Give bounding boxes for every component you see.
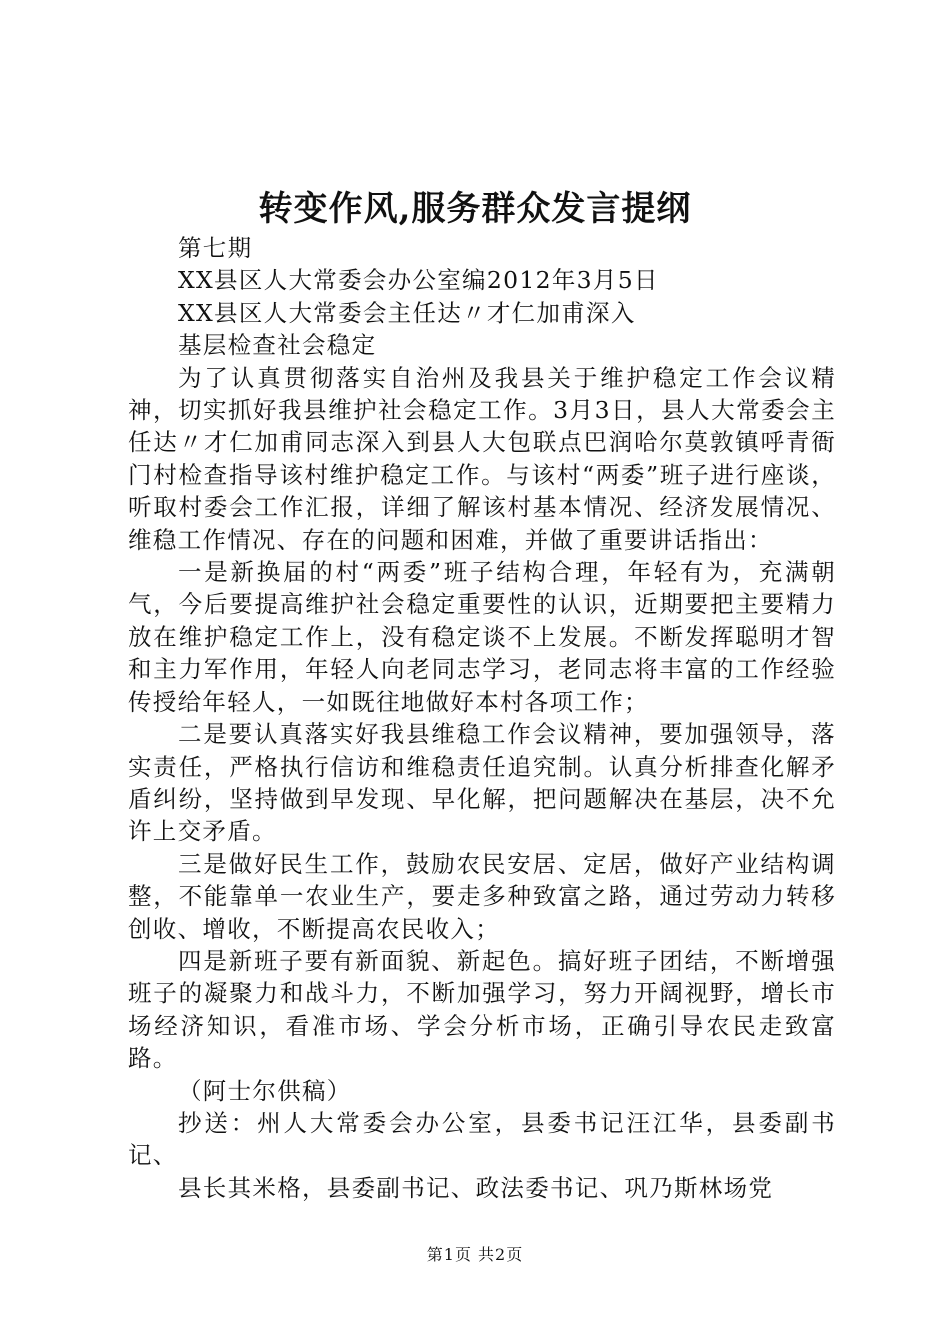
document-title: 转变作风,服务群众发言提纲 [258, 189, 692, 229]
cc-line-continued: 县长其米格，县委副书记、政法委书记、巩乃斯林场党 [178, 1173, 774, 1202]
point-three-paragraph: 三是做好民生工作，鼓励农民安居、定居，做好产业结构调整，不能靠单一农业生产，要走多种致富之路，通过劳动力转移创收、增收，不断提高农民收入； [128, 849, 836, 943]
page-footer: 第1页 共2页 [426, 1245, 524, 1264]
point-one-paragraph: 一是新换届的村“两委”班子结构合理，年轻有为，充满朝气，今后要提高维护社会稳定重要性的认识，近期要把主要精力放在维护稳定工作上，没有稳定谈不上发展。不断发挥聪明才智和主力军作用，年轻人向老同志学习，老同志将丰富的工作经验传授给年轻人，一如既往地做好本村各项工作； [128, 558, 836, 716]
point-four-paragraph: 四是新班子要有新面貌、新起色。搞好班子团结，不断增强班子的凝聚力和战斗力，不断加强学习，努力开阔视野，增长市场经济知识，看准市场、学会分析市场，正确引导农民走致富路。 [128, 946, 836, 1073]
document-body [128, 232, 836, 1204]
issue-number: 第七期 [178, 234, 253, 262]
headline-line-1: XX县区人大常委会主任达〃才仁加甫深入 [178, 298, 636, 327]
contributor-credit: （阿士尔供稿） [178, 1076, 352, 1105]
point-two-paragraph: 二是要认真落实好我县维稳工作会议精神，要加强领导，落实责任，严格执行信访和维稳责任追究制。认真分析排查化解矛盾纠纷，坚持做到早发现、早化解，把问题解决在基层，决不允许上交矛盾。 [128, 720, 836, 846]
publisher-line: XX县区人大常委会办公室编2012年3月5日 [178, 266, 659, 295]
cc-line: 抄送：州人大常委会办公室，县委书记汪江华，县委副书记、 [128, 1108, 836, 1170]
intro-paragraph: 为了认真贯彻落实自治州及我县关于维护稳定工作会议精神，切实抓好我县维护社会稳定工作。3月3日，县人大常委会主任达〃才仁加甫同志深入到县人大包联点巴润哈尔莫敦镇呼青衙门村检查指导该村维护稳定工作。与该村“两委”班子进行座谈，听取村委会工作汇报，详细了解该村基本情况、经济发展情况、维稳工作情况、存在的问题和困难，并做了重要讲话指出： [128, 363, 836, 554]
headline-line-2: 基层检查社会稳定 [178, 331, 377, 360]
